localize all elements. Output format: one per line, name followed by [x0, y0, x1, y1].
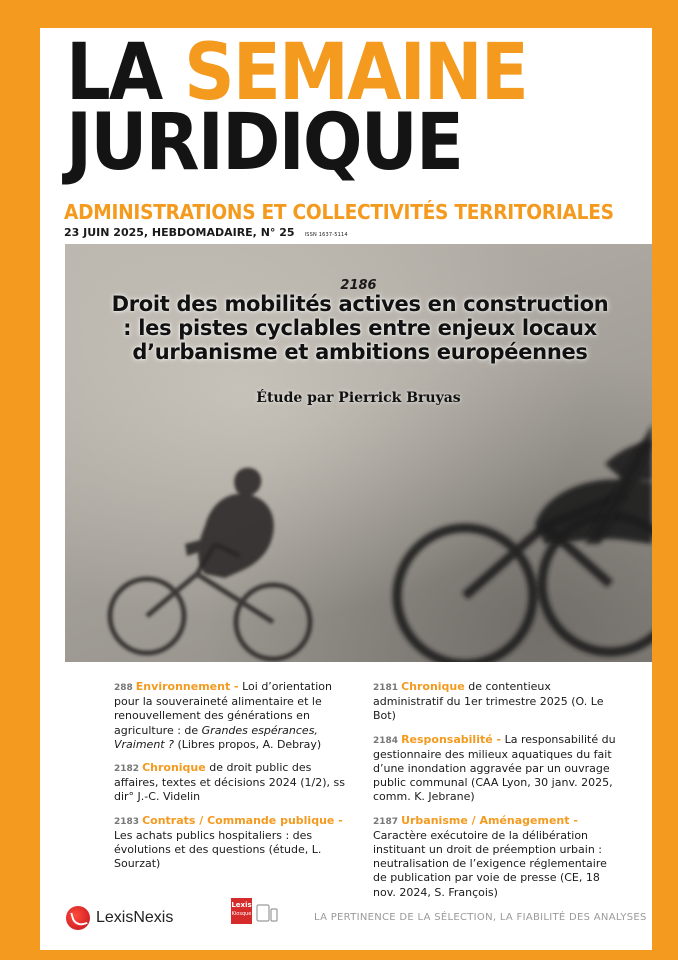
- toc-entry-text: Les achats publics hospitaliers : des évolutions et des questions (étude, L. Sourzat): [114, 828, 322, 871]
- kiosk-label: Lexis: [231, 901, 252, 909]
- masthead-juridique: JURIDIQUE: [66, 98, 463, 188]
- masthead-title: [66, 28, 578, 188]
- toc-entry-number: 2183: [114, 816, 140, 827]
- article-title[interactable]: Droit des mobilités actives en construction : les pistes cyclables entre enjeux locaux d’urbanisme et ambitions européennes: [111, 292, 609, 364]
- masthead-la: LA: [66, 28, 162, 118]
- masthead-semaine: SEMAINE: [184, 28, 528, 118]
- edition-subtitle: ADMINISTRATIONS ET COLLECTIVITÉS TERRITORIALES: [64, 200, 614, 224]
- toc-entry-rubric: Contrats / Commande publique -: [142, 813, 343, 827]
- footer: [40, 896, 652, 936]
- toc-entry[interactable]: [114, 761, 352, 805]
- toc-entry-number: 2187: [373, 816, 399, 827]
- issue-line: [64, 226, 348, 239]
- toc-entry[interactable]: [373, 733, 618, 805]
- article-number: 2186: [340, 278, 377, 293]
- toc-entry-rubric: Responsabilité -: [401, 732, 502, 746]
- toc-entry-italic: Grandes espérances, Vraiment ?: [114, 723, 318, 751]
- toc-entry-number: 2181: [373, 683, 399, 693]
- cover-page: [40, 28, 652, 950]
- toc-entry[interactable]: [373, 680, 618, 724]
- lexis-kiosque-badge[interactable]: [231, 898, 252, 924]
- toc-entry-text-after: (Libres propos, A. Debray): [173, 737, 322, 751]
- toc-entry[interactable]: [373, 814, 618, 900]
- issn: ISSN 1637-5114: [304, 232, 348, 238]
- toc-entry-number: 2182: [114, 764, 140, 775]
- toc-entry-text: de droit public des affaires, textes et décisions 2024 (1/2), ss dir° J.-C. Videlin: [114, 761, 345, 804]
- kiosk-sublabel: Kiosque: [231, 911, 252, 917]
- toc-entry-number: 288: [114, 683, 133, 693]
- toc-entry-text: de contentieux administratif du 1er trimestre 2025 (O. Le Bot): [373, 680, 604, 723]
- publisher-name: LexisNexis: [96, 909, 174, 926]
- toc-entry-rubric: Urbanisme / Aménagement -: [401, 813, 578, 827]
- toc-left-column: [114, 680, 352, 880]
- devices-icon: [256, 904, 278, 922]
- toc-entry-text: La responsabilité du gestionnaire des milieux aquatiques du fait d’une inondation aggravée par un ouvrage public communal (CAA Lyon, 30 janv. 2025, comm. K. Jebrane): [373, 732, 616, 804]
- cover-photo: [65, 244, 652, 662]
- toc-entry-text: Caractère exécutoire de la délibération instituant un droit de préemption urbain : neutralisation de l’exigence réglementaire de publication par voie de presse (CE, 18 nov. 2024, S. François): [373, 828, 607, 899]
- toc-entry-rubric: Chronique: [401, 680, 465, 693]
- toc-entry[interactable]: [114, 680, 352, 752]
- toc-entry-rubric: Chronique: [142, 761, 206, 775]
- lexisnexis-logo-icon: [66, 906, 90, 930]
- toc-entry-text: Loi d’orientation pour la souveraineté alimentaire et le renouvellement des générations en agriculture : de: [114, 680, 332, 737]
- toc-entry-rubric: Environnement -: [135, 680, 239, 693]
- tagline: LA PERTINENCE DE LA SÉLECTION, LA FIABILITÉ DES ANALYSES: [314, 912, 647, 923]
- toc-entry[interactable]: [114, 814, 352, 872]
- issue-date: 23 JUIN 2025, HEBDOMADAIRE, N° 25: [64, 226, 295, 239]
- article-author: Étude par Pierrick Bruyas: [256, 390, 461, 406]
- toc-right-column: [373, 680, 618, 909]
- toc-entry-number: 2184: [373, 735, 399, 746]
- publisher-logo[interactable]: [66, 906, 173, 930]
